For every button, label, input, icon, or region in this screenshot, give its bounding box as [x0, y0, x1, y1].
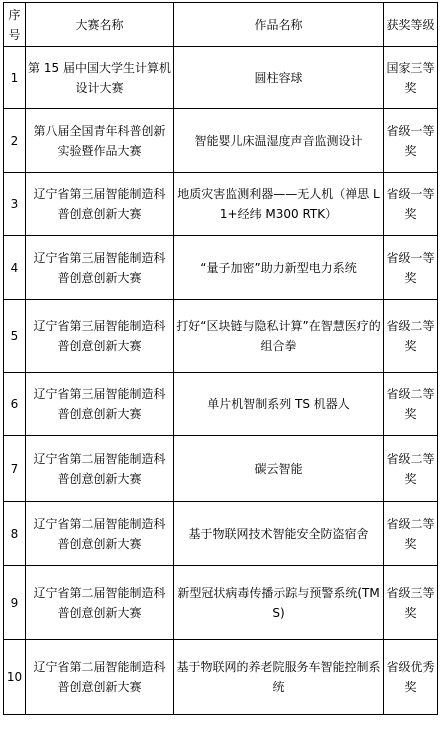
- cell-award: 省级一等奖: [384, 109, 438, 173]
- table-row: [4, 502, 438, 566]
- header-row: [4, 3, 438, 47]
- cell-award: 国家三等奖: [384, 47, 438, 109]
- cell-competition: 辽宁省第三届智能制造科普创意创新大赛: [26, 173, 174, 236]
- cell-no: 5: [4, 300, 26, 373]
- cell-competition: 辽宁省第二届智能制造科普创意创新大赛: [26, 436, 174, 502]
- cell-competition: 第八届全国青年科普创新实验暨作品大赛: [26, 109, 174, 173]
- table-row: [4, 109, 438, 173]
- cell-award: 省级二等奖: [384, 300, 438, 373]
- cell-work: 圆柱容球: [174, 47, 384, 109]
- cell-competition: 辽宁省第三届智能制造科普创意创新大赛: [26, 373, 174, 436]
- cell-no: 7: [4, 436, 26, 502]
- header-work: 作品名称: [174, 3, 384, 47]
- cell-competition: 辽宁省第二届智能制造科普创意创新大赛: [26, 640, 174, 715]
- cell-work: 地质灾害监测利器——无人机（禅思 L1+经纬 M300 RTK）: [174, 173, 384, 236]
- awards-table: [3, 2, 438, 715]
- cell-no: 9: [4, 566, 26, 640]
- cell-award: 省级二等奖: [384, 436, 438, 502]
- cell-award: 省级二等奖: [384, 502, 438, 566]
- table-row: [4, 236, 438, 300]
- cell-competition: 辽宁省第三届智能制造科普创意创新大赛: [26, 236, 174, 300]
- cell-award: 省级一等奖: [384, 173, 438, 236]
- cell-no: 10: [4, 640, 26, 715]
- cell-no: 3: [4, 173, 26, 236]
- cell-competition: 辽宁省第二届智能制造科普创意创新大赛: [26, 566, 174, 640]
- cell-competition: 第 15 届中国大学生计算机设计大赛: [26, 47, 174, 109]
- cell-work: 打好“区块链与隐私计算”在智慧医疗的组合拳: [174, 300, 384, 373]
- cell-no: 8: [4, 502, 26, 566]
- cell-no: 4: [4, 236, 26, 300]
- cell-award: 省级三等奖: [384, 566, 438, 640]
- cell-work: 智能婴儿床温湿度声音监测设计: [174, 109, 384, 173]
- header-competition: 大赛名称: [26, 3, 174, 47]
- cell-work: 单片机智制系列 TS 机器人: [174, 373, 384, 436]
- cell-award: 省级优秀奖: [384, 640, 438, 715]
- cell-competition: 辽宁省第三届智能制造科普创意创新大赛: [26, 300, 174, 373]
- cell-work: 新型冠状病毒传播示踪与预警系统(TMS): [174, 566, 384, 640]
- table-row: [4, 640, 438, 715]
- cell-work: “量子加密”助力新型电力系统: [174, 236, 384, 300]
- cell-work: 基于物联网的养老院服务车智能控制系统: [174, 640, 384, 715]
- cell-no: 1: [4, 47, 26, 109]
- cell-competition: 辽宁省第二届智能制造科普创意创新大赛: [26, 502, 174, 566]
- cell-award: 省级一等奖: [384, 236, 438, 300]
- cell-work: 碳云智能: [174, 436, 384, 502]
- cell-no: 2: [4, 109, 26, 173]
- cell-work: 基于物联网技术智能安全防盗宿舍: [174, 502, 384, 566]
- header-award: 获奖等级: [384, 3, 438, 47]
- table-row: [4, 300, 438, 373]
- table-row: [4, 566, 438, 640]
- cell-award: 省级二等奖: [384, 373, 438, 436]
- table-row: [4, 173, 438, 236]
- cell-no: 6: [4, 373, 26, 436]
- table-row: [4, 47, 438, 109]
- table-row: [4, 373, 438, 436]
- table-row: [4, 436, 438, 502]
- header-no: 序号: [4, 3, 26, 47]
